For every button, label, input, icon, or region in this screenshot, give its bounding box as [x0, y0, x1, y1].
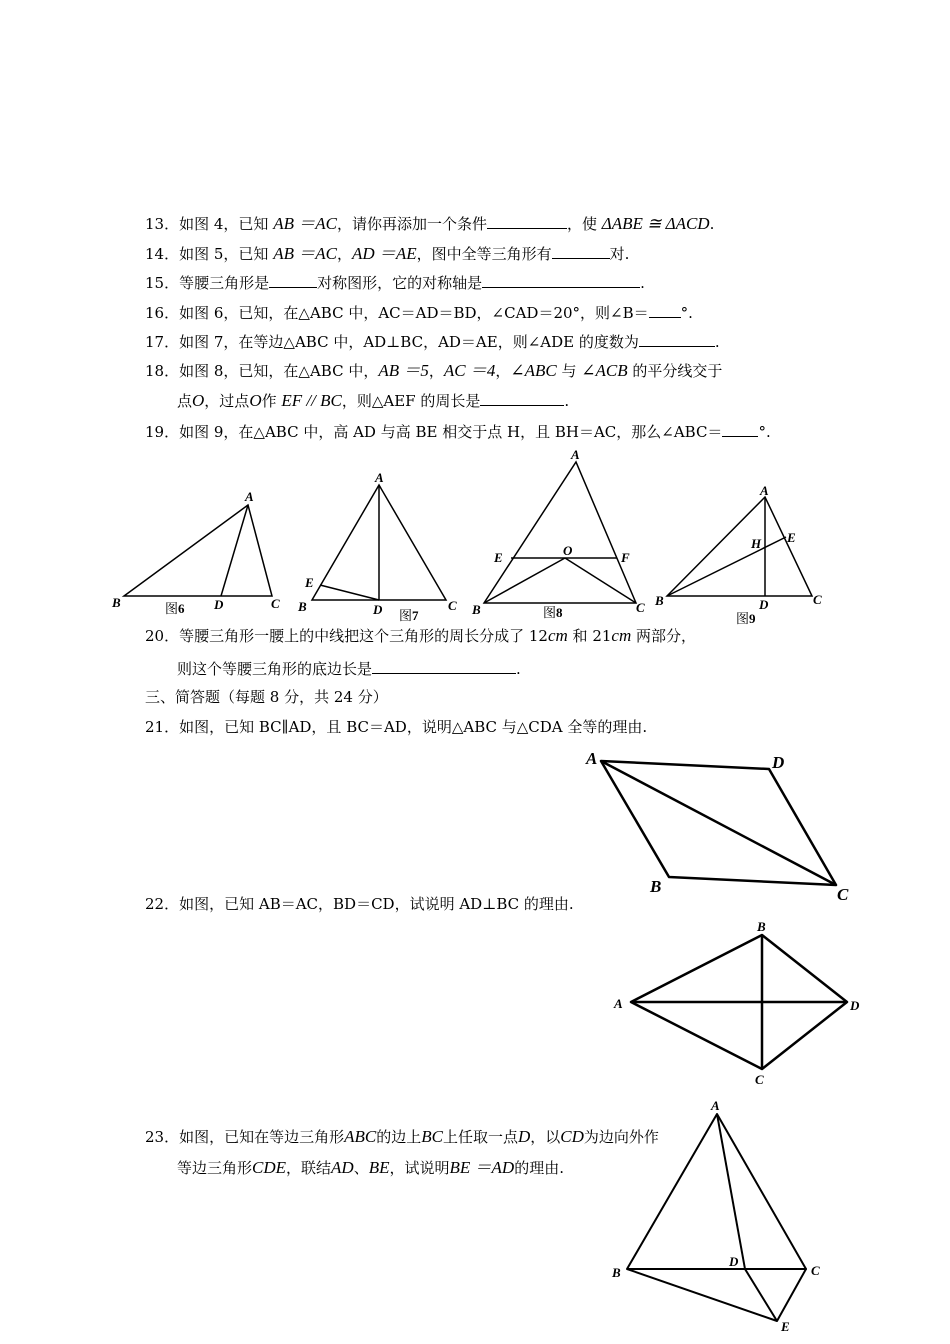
q18-text-9: ，则△AEF 的周长是: [341, 392, 481, 410]
q18-text-6: 点: [177, 392, 193, 410]
fig23-label-b: B: [612, 1265, 621, 1280]
q17-text-1: 如图 7，在等边△ABC 中，AD⊥BC，AD＝AE，则∠ADE 的度数为: [179, 333, 639, 351]
q23-text-9: ，试说明: [389, 1159, 450, 1177]
q13-text-2: ，请你再添加一个条件: [336, 215, 487, 233]
fig7-label-b: B: [298, 599, 307, 614]
q20-text-3: 两部分，: [631, 627, 697, 645]
fig22-label-c: C: [755, 1072, 764, 1087]
q18-text-10: .: [564, 392, 570, 410]
fig6-caption-number: 6: [178, 601, 185, 616]
q18-text-7: ，过点: [204, 392, 250, 410]
q23-math-6: AD: [331, 1158, 354, 1177]
fig21-label-d: D: [772, 753, 785, 772]
fig23-label-a: A: [711, 1098, 720, 1113]
q23-text-6: 等边三角形: [177, 1159, 253, 1177]
q23-math-3: D: [517, 1127, 531, 1146]
fig6-caption-prefix: 图: [165, 601, 179, 616]
fig8-label-e: E: [494, 550, 503, 565]
q15-text-2: 对称图形，它的对称轴是: [317, 274, 483, 292]
question-number: 20．: [145, 627, 180, 645]
q20-text-4: 则这个等腰三角形的底边长是: [177, 660, 373, 678]
fig21-label-a: A: [586, 749, 598, 768]
q23-text-1: 如图，已知在等边三角形: [179, 1128, 345, 1146]
fig8-label-b: B: [472, 602, 481, 617]
q18-math-7: EF // BC: [281, 391, 342, 410]
q23-math-4: CD: [560, 1127, 584, 1146]
q13-text-1: 如图 4，已知: [179, 215, 274, 233]
question-number: 16．: [145, 304, 180, 322]
fig8-label-c: C: [636, 600, 645, 615]
q16-text-1: 如图 6，已知，在△ABC 中，AC＝AD＝BD，∠CAD＝20°，则∠B＝: [179, 304, 649, 322]
q13-text-4: .: [709, 215, 715, 233]
fig23-segment-be: [627, 1269, 777, 1321]
fig8-caption-number: 8: [556, 605, 563, 620]
q21-text-1: 如图，已知 BC∥AD，且 BC＝AD，说明△ABC 与△CDA 全等的理由.: [179, 718, 648, 736]
fig6-label-b: B: [112, 595, 121, 610]
q19-text-2: °.: [758, 423, 771, 441]
section-heading: 三、简答题（每题 8 分，共 24 分）: [145, 688, 388, 706]
q23-math-8: BE ＝AD: [449, 1158, 515, 1177]
question-number: 18．: [145, 362, 180, 380]
q19-text-1: 如图 9，在△ABC 中，高 AD 与高 BE 相交于点 H，且 BH＝AC，那么∠ABC＝: [179, 423, 723, 441]
fig22-label-a: A: [614, 996, 623, 1011]
fig7-label-e: E: [305, 575, 314, 590]
fig7-caption-prefix: 图: [399, 608, 413, 623]
q15-text-1: 等腰三角形是: [179, 274, 270, 292]
q18-text-8: 作: [261, 392, 282, 410]
fig9-label-h: H: [751, 536, 762, 551]
q13-text-3: ，使: [566, 215, 602, 233]
fig21-label-c: C: [837, 885, 849, 904]
fig6-label-a: A: [245, 489, 254, 504]
fig7-label-d: D: [373, 602, 383, 617]
question-number: 23．: [145, 1128, 180, 1146]
q23-text-4: ，以: [530, 1128, 561, 1146]
fig23-triangle-abc: [627, 1114, 806, 1269]
q18-math-1: AB ＝5: [378, 361, 429, 380]
figure-23: [627, 1114, 806, 1321]
fig9-label-a: A: [760, 483, 769, 498]
fig23-label-e: E: [781, 1319, 790, 1334]
q18-text-5: 的平分线交于: [627, 362, 723, 380]
q23-math-2: BC: [421, 1127, 443, 1146]
q20-math-2: cm: [611, 626, 632, 645]
fig9-caption-number: 9: [749, 611, 756, 626]
q20-text-2: 和 21: [567, 627, 612, 645]
fig7-caption-number: 7: [412, 608, 419, 623]
q16-text-2: °.: [680, 304, 693, 322]
q20-text-5: .: [516, 660, 521, 678]
fig6-label-c: C: [271, 596, 280, 611]
q17-text-2: .: [714, 333, 720, 351]
fig21-label-b: B: [650, 877, 662, 896]
fig9-label-d: D: [759, 597, 769, 612]
q18-text-4: 与: [556, 362, 582, 380]
q23-text-7: ，联结: [286, 1159, 332, 1177]
question-number: 13．: [145, 215, 180, 233]
q18-math-4: ∠ACB: [581, 361, 628, 380]
fig7-label-a: A: [375, 470, 384, 485]
q23-math-1: ABC: [344, 1127, 377, 1146]
question-number: 21．: [145, 718, 180, 736]
q18-math-3: ∠ABC: [510, 361, 557, 380]
q18-text-3: ，: [495, 362, 511, 380]
q18-text-1: 如图 8，已知，在△ABC 中，: [179, 362, 379, 380]
q18-math-5: O: [192, 391, 205, 410]
question-number: 22．: [145, 895, 180, 913]
q15-text-3: .: [640, 274, 645, 292]
fig7-label-c: C: [448, 598, 457, 613]
fig6-label-d: D: [214, 597, 224, 612]
fig8-label-f: F: [621, 550, 630, 565]
fig9-caption-prefix: 图: [736, 611, 750, 626]
fig22-label-b: B: [757, 919, 766, 934]
q23-text-5: 为边向外作: [583, 1128, 659, 1146]
q20-math-1: cm: [547, 626, 568, 645]
q20-text-1: 等腰三角形一腰上的中线把这个三角形的周长分成了 12: [179, 627, 548, 645]
fig8-caption-prefix: 图: [543, 605, 557, 620]
fig9-label-b: B: [655, 593, 664, 608]
q14-text-4: 对.: [609, 245, 630, 263]
fig9-label-e: E: [787, 530, 796, 545]
q23-text-10: 的理由.: [514, 1159, 564, 1177]
q13-math-1: AB ＝AC: [273, 214, 337, 233]
q14-math-1: AB ＝AC: [273, 244, 337, 263]
q13-math-2: ΔABE ≅ ΔACD: [601, 214, 710, 233]
q23-text-3: 上任取一点: [442, 1128, 518, 1146]
q14-math-2: AD ＝AE: [351, 244, 417, 263]
q23-text-2: 的边上: [376, 1128, 422, 1146]
fig8-label-a: A: [571, 447, 580, 462]
question-number: 17．: [145, 333, 180, 351]
q14-text-3: ，图中全等三角形有: [416, 245, 552, 263]
q14-text-1: 如图 5，已知: [179, 245, 274, 263]
fig8-label-o: O: [563, 543, 573, 558]
q23-math-5: CDE: [252, 1158, 287, 1177]
fig23-label-c: C: [811, 1263, 820, 1278]
fig9-label-c: C: [813, 592, 822, 607]
q22-text-1: 如图，已知 AB＝AC，BD＝CD，试说明 AD⊥BC 的理由.: [179, 895, 574, 913]
fig22-label-d: D: [850, 998, 860, 1013]
q14-text-2: ，: [336, 245, 352, 263]
fig23-label-d: D: [729, 1254, 739, 1269]
question-number: 15．: [145, 274, 180, 292]
q18-text-2: ，: [428, 362, 444, 380]
q23-math-7: BE: [368, 1158, 390, 1177]
q18-math-2: AC ＝4: [443, 361, 496, 380]
q23-text-8: 、: [353, 1159, 369, 1177]
question-number: 14．: [145, 245, 180, 263]
q18-math-6: O: [249, 391, 262, 410]
question-number: 19．: [145, 423, 180, 441]
